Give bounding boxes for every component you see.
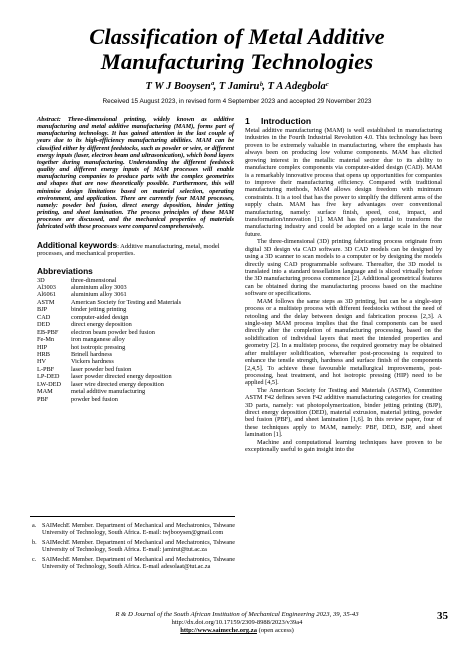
footer-journal: R & D Journal of the South African Institution of Mechanical Engineering 2023, 39, 35-43 xyxy=(115,611,359,618)
paper-title xyxy=(0,24,474,74)
body-paragraph: Machine and computational learning techniques have proven to be exceptionally useful to gain insight into the xyxy=(245,438,442,454)
abbreviation-key: LW-DED xyxy=(37,380,62,388)
left-column xyxy=(37,116,234,403)
abbreviation-key: 3D xyxy=(37,276,45,284)
abbreviations-list xyxy=(37,277,234,404)
abbreviation-key: L-PBF xyxy=(37,365,55,373)
body-paragraph: Metal additive manufacturing (MAM) is well established in manufacturing industries in the Fourth Industrial Revolution 4.0. This technology has been proven to be extremely valuable in manufacturing, where the emphasis has always been on producing low volume components. MAM has elicited growing interest in the metallic material sector due to its ability to manufacture complex components via computer-aided design (CAD). MAM is a remarkably innovative process that opens up opportunities for companies to improve their manufacturing efficiency. Compared with traditional manufacturing methods, MAM allows design freedom with minimum constraints. It is a tool that has the power to simplify the different arms of the supply chain. MAM has five key advantages over conventional manufacturing, namely: surface finish, speed, cost, impact, and transformation/innovation [1]. MAM has the potential to transform the manufacturing industry and could be adopted on a large scale in the near future. xyxy=(245,127,442,238)
abbreviation-row xyxy=(37,314,234,321)
body-paragraph: MAM follows the same steps as 3D printing, but can be a single-step process or a multistep process with different feedstocks without the need of retooling and the delay between design and fabrication process [2,3]. A single-step MAM process implies that the final components can be used directly after the completion of manufacturing processing, based on the solidification of individual layers that meet the intended properties and geometry [2]. In a multistep process, the required geometry may be obtained after multilayer solidification, whereafter post-processing is required to enhance the tensile strength, hardness and surface finish of the components [2,4,5]. To achieve these favourable metallurgical improvements, post-processing, heat treatment, and hot isotropic pressing (HIP) need to be applied [4,5]. xyxy=(245,297,442,387)
note-label: b. xyxy=(32,538,37,546)
right-column xyxy=(245,116,442,454)
section-title: Introduction xyxy=(261,116,312,126)
abbreviation-key: MAM xyxy=(37,388,53,396)
keywords-label: Additional keywords xyxy=(37,240,118,250)
keywords-text: : Additive manufacturing, metal, model processes, and mechanical properties. xyxy=(37,242,220,257)
title-line-1: Classification of Metal Additive xyxy=(89,24,385,49)
abbreviation-value: Vickers hardness xyxy=(71,358,114,366)
section-heading xyxy=(245,116,442,126)
footer-site-link[interactable]: http://www.saimeche.org.za xyxy=(180,627,257,634)
abbreviation-row xyxy=(37,388,234,395)
abbreviation-row xyxy=(37,351,234,358)
note-text: SAIMechE Member. Department of Mechanical and Mechatronics, Tshwane University of Technology, South Africa. E-mail: jamirut@tut.ac.za xyxy=(42,538,235,554)
abbreviation-value: laser powder bed fusion xyxy=(71,365,132,373)
abbreviation-row xyxy=(37,299,234,306)
abbreviation-value: aluminium alloy 3061 xyxy=(71,291,127,299)
abbreviation-key: LP-DED xyxy=(37,373,60,381)
abbreviation-value: iron manganese alloy xyxy=(71,336,125,344)
abbreviation-key: PBF xyxy=(37,395,49,403)
abbreviation-key: Al3003 xyxy=(37,283,56,291)
abbreviation-value: electron beam powder bed fusion xyxy=(71,328,155,336)
abbreviation-row xyxy=(37,381,234,388)
abbreviation-key: HV xyxy=(37,358,47,366)
abbreviation-row xyxy=(37,336,234,343)
note-label: a. xyxy=(32,522,37,529)
abbreviation-row xyxy=(37,366,234,373)
section-number: 1 xyxy=(245,116,250,126)
abbreviation-row xyxy=(37,358,234,365)
body-paragraph: The three-dimensional (3D) printing fabricating process originate from digital 3D design via CAD software. 3D CAD models can be designed by using a 3D scanner to scan models to a computer or by designing the models directly using CAD programmable software. Thereafter, the 3D model is translated into a standard tessellation language and is sliced virtually before the 3D manufacturing process commence [2]. Additional geometrical features can be obtained during the manufacturing process based on the machine software or specifications. xyxy=(245,238,442,298)
abbreviation-key: Al6061 xyxy=(37,291,56,299)
abbreviation-key: Fe-Mn xyxy=(37,336,55,344)
page-footer xyxy=(0,611,474,635)
abbreviation-row xyxy=(37,284,234,291)
abbreviation-key: EB-PBF xyxy=(37,328,59,336)
abbreviation-value: laser powder directed energy deposition xyxy=(71,373,172,381)
footer-site-line xyxy=(0,627,474,635)
footer-access: (open access) xyxy=(256,627,294,634)
abstract: Abstract: Three-dimensional printing, widely known as additive manufacturing and metal additive manufacturing (MAM), forms part of manufacturing technology. It has gained attention in the last couple of years due to its high-efficiency manufacturing abilities. MAM can be classified either by different feedstocks, such as powder or wire, or different energy inputs (laser, electron beam and ultrasonication), which bond layers together during manufacturing. Understanding the different feedstock quality and different energy inputs of MAM processes will enable manufacturing companies to produce parts with the complex geometries and shapes that are now theoretically possible. Furthermore, this will minimise design limitations based on material selection, operating environment, and application. There are currently four MAM processes, namely: powder bed fusion, direct energy deposition, binder jetting printing, and sheet lamination. The process principles of these MAM processes are discussed, and the mechanical properties of materials fabricated with these processes were compared comprehensively. xyxy=(37,116,234,231)
abbreviation-key: ASTM xyxy=(37,298,55,306)
abbreviation-row xyxy=(37,321,234,328)
affiliation-note xyxy=(30,522,235,537)
body-paragraph: The American Society for Testing and Materials (ASTM), Committee ASTM F42 defines seven F42 additive manufacturing categories for creating 3D parts, namely: vat photopolymerization, binder jetting printing (BJP), direct energy deposition (DED), material extrusion, material jetting, powder bed fusion (PBF), and sheet lamination [1,6]. In this review paper, four of these techniques apply to MAM, namely: PBF, DED, BJP, and sheet lamination [1]. xyxy=(245,386,442,439)
footer-doi[interactable]: http://dx.doi.org/10.17159/2309-8988/2023/v39a4 xyxy=(171,619,303,626)
received-dates: Received 15 August 2023, in revised form 4 September 2023 and accepted 29 November 2023 xyxy=(102,98,372,105)
keywords xyxy=(37,242,234,258)
abbreviation-row xyxy=(37,344,234,351)
abbreviation-value: aluminium alloy 3003 xyxy=(71,283,127,291)
abbreviation-value: direct energy deposition xyxy=(71,321,132,329)
abbreviation-value: three-dimensional xyxy=(71,276,117,284)
abbreviation-row xyxy=(37,291,234,298)
abbreviation-row xyxy=(37,329,234,336)
abbreviation-value: powder bed fusion xyxy=(71,395,118,403)
abbreviation-key: BJP xyxy=(37,306,48,314)
abbreviation-value: binder jetting printing xyxy=(71,306,127,314)
abbreviation-value: metal additive manufacturing xyxy=(71,388,146,396)
abbreviation-value: Brinell hardness xyxy=(71,351,113,359)
abbreviation-value: laser wire directed energy deposition xyxy=(71,380,164,388)
abbreviation-row xyxy=(37,306,234,313)
page-number: 35 xyxy=(437,610,448,622)
affiliation-note xyxy=(30,539,235,554)
abbreviation-key: HIP xyxy=(37,343,48,351)
abbreviation-value: computer-aided design xyxy=(71,313,129,321)
author-affiliations xyxy=(30,516,235,573)
abbreviation-key: DED xyxy=(37,321,50,329)
abbreviation-key: HRB xyxy=(37,351,50,359)
abbreviations-heading: Abbreviations xyxy=(37,265,93,276)
introduction-body xyxy=(245,127,442,454)
title-line-2: Manufacturing Technologies xyxy=(100,49,374,74)
abbreviation-row xyxy=(37,396,234,403)
abbreviation-value: American Society for Testing and Materials xyxy=(71,298,182,306)
abbreviation-key: CAD xyxy=(37,313,51,321)
authors-line: T W J Booysenª, T Jamiruᵇ, T A Adegbolaᶜ xyxy=(145,81,329,92)
abbreviation-row xyxy=(37,277,234,284)
note-text: SAIMechE Member. Department of Mechanical and Mechatronics, Tshwane University of Technology, South Africa. E-mail: twjbooysen@gmail.com xyxy=(42,522,235,537)
affiliation-note xyxy=(30,556,235,571)
abbreviation-value: hot isotropic pressing xyxy=(71,343,126,351)
note-label: c. xyxy=(32,555,37,563)
abbreviation-row xyxy=(37,373,234,380)
note-text: SAIMechE Member. Department of Mechanical and Mechatronics, Tshwane University of Technology, South Africa. E-mail adesolaat@tut.ac.za xyxy=(42,555,235,571)
